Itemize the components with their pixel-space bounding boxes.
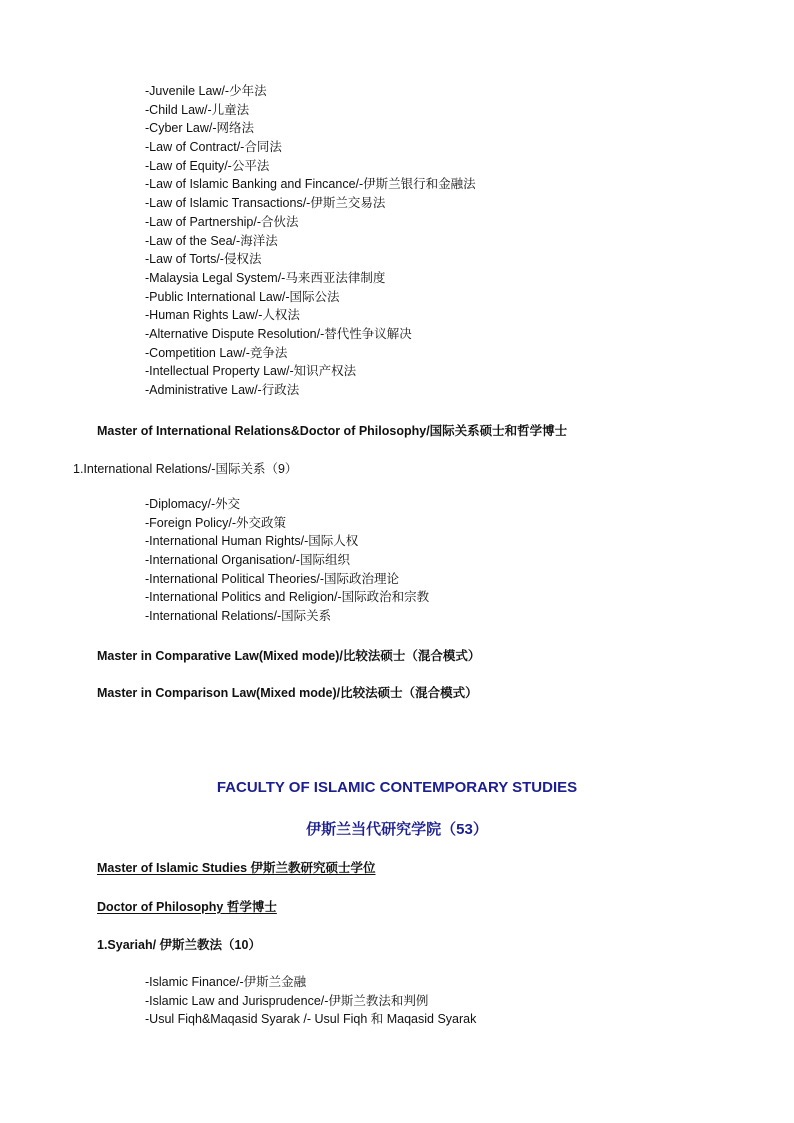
list-item: -Malaysia Legal System/-马来西亚法律制度 (145, 270, 386, 285)
list-item: -Law of Torts/-侵权法 (145, 252, 262, 267)
list-item: -Law of the Sea/-海洋法 (145, 233, 278, 248)
section-heading-comparison-law: Master in Comparison Law(Mixed mode)/比较法硕士（混合模式） (97, 686, 478, 700)
list-item: -Islamic Law and Jurisprudence/-伊斯兰教法和判例 (145, 993, 429, 1008)
list-item: -Islamic Finance/-伊斯兰金融 (145, 975, 307, 989)
faculty-title-en: FACULTY OF ISLAMIC CONTEMPORARY STUDIES (216, 779, 578, 796)
list-item: -Competition Law/-竞争法 (145, 345, 288, 360)
list-item: -International Political Theories/-国际政治理论 (145, 571, 400, 586)
list-item: -Diplomacy/-外交 (145, 497, 241, 511)
list-item: -Law of Islamic Transactions/-伊斯兰交易法 (145, 196, 386, 211)
section-heading-comparative-law: Master in Comparative Law(Mixed mode)/比较法硕士（混合模式） (97, 649, 481, 663)
list-item: -Public International Law/-国际公法 (145, 289, 340, 304)
syariah-heading: 1.Syariah/ 伊斯兰教法（10） (97, 938, 261, 952)
list-item: -International Organisation/-国际组织 (145, 553, 350, 568)
list-item: -Alternative Dispute Resolution/-替代性争议解决 (145, 326, 412, 341)
list-item: -Usul Fiqh&Maqasid Syarak /- Usul Fiqh 和 Maqasid Syarak (145, 1012, 477, 1027)
international-relations-heading: 1.International Relations/-国际关系（9） (73, 462, 298, 476)
section-heading-international-relations: Master of International Relations&Doctor of Philosophy/国际关系硕士和哲学博士 (97, 424, 568, 438)
list-item: -Law of Partnership/-合伙法 (145, 214, 299, 229)
list-item: -Law of Equity/-公平法 (145, 158, 270, 173)
list-item: -Child Law/-儿童法 (145, 102, 250, 117)
ir-subject-list (145, 495, 429, 626)
list-item: -International Human Rights/-国际人权 (145, 534, 359, 549)
faculty-title-zh: 伊斯兰当代研究学院（53） (306, 821, 488, 838)
list-item: -Intellectual Property Law/-知识产权法 (145, 364, 357, 379)
list-item: -International Politics and Religion/-国际政治和宗教 (145, 590, 430, 605)
list-item: -International Relations/-国际关系 (145, 609, 332, 624)
syariah-subject-list (145, 973, 476, 1029)
section-heading-islamic-studies: Master of Islamic Studies 伊斯兰教研究硕士学位 (97, 861, 376, 875)
list-item: -Administrative Law/-行政法 (145, 383, 300, 397)
list-item: -Human Rights Law/-人权法 (145, 308, 300, 323)
law-subject-list (145, 82, 476, 400)
list-item: -Foreign Policy/-外交政策 (145, 515, 286, 530)
section-heading-phd: Doctor of Philosophy 哲学博士 (97, 900, 277, 914)
list-item: -Cyber Law/-网络法 (145, 121, 255, 136)
list-item: -Law of Contract/-合同法 (145, 140, 282, 155)
list-item: -Juvenile Law/-少年法 (145, 84, 267, 98)
list-item: -Law of Islamic Banking and Fincance/-伊斯兰银行和金融法 (145, 177, 476, 192)
